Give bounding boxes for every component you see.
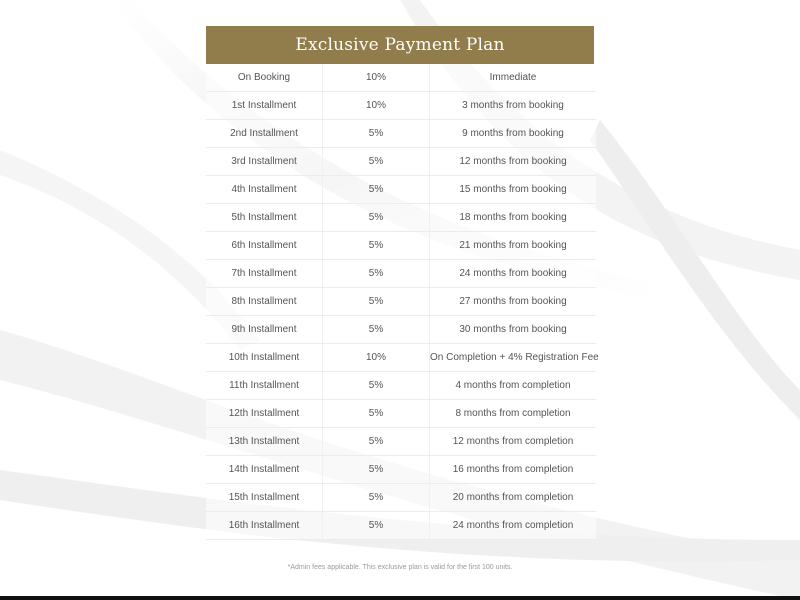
- installment-schedule: 18 months from booking: [430, 204, 597, 232]
- installment-percent: 5%: [323, 148, 430, 176]
- installment-percent: 10%: [323, 344, 430, 372]
- table-row: [206, 92, 596, 120]
- installment-percent: 5%: [323, 400, 430, 428]
- table-row: [206, 64, 596, 92]
- footnote: *Admin fees applicable. This exclusive plan is valid for the first 100 units.: [287, 564, 513, 571]
- installment-schedule: 16 months from completion: [430, 456, 597, 484]
- table-row: [206, 316, 596, 344]
- installment-stage: 12th Installment: [206, 400, 323, 428]
- installment-schedule: 30 months from booking: [430, 316, 597, 344]
- installment-stage: 1st Installment: [206, 92, 323, 120]
- table-row: [206, 484, 596, 512]
- installment-stage: 3rd Installment: [206, 148, 323, 176]
- installment-stage: 2nd Installment: [206, 120, 323, 148]
- installment-stage: 9th Installment: [206, 316, 323, 344]
- installment-schedule: 4 months from completion: [430, 372, 597, 400]
- installment-percent: 10%: [323, 64, 430, 92]
- installment-percent: 5%: [323, 428, 430, 456]
- installment-stage: 15th Installment: [206, 484, 323, 512]
- installment-percent: 5%: [323, 316, 430, 344]
- table-row: [206, 120, 596, 148]
- installment-percent: 5%: [323, 288, 430, 316]
- bottom-bar: [0, 596, 800, 600]
- installment-stage: 5th Installment: [206, 204, 323, 232]
- table-row: [206, 148, 596, 176]
- installment-percent: 5%: [323, 120, 430, 148]
- table-row: [206, 288, 596, 316]
- installment-stage: 10th Installment: [206, 344, 323, 372]
- installment-stage: 16th Installment: [206, 512, 323, 540]
- installment-stage: 4th Installment: [206, 176, 323, 204]
- installment-schedule: Immediate: [430, 64, 597, 92]
- payment-plan-table: [206, 64, 599, 540]
- payment-plan-card: [206, 26, 599, 540]
- installment-percent: 5%: [323, 176, 430, 204]
- installment-percent: 5%: [323, 456, 430, 484]
- installment-schedule: 3 months from booking: [430, 92, 597, 120]
- table-row: [206, 176, 596, 204]
- installment-percent: 5%: [323, 372, 430, 400]
- table-row: [206, 512, 596, 540]
- installment-schedule: 24 months from booking: [430, 260, 597, 288]
- installment-percent: 5%: [323, 204, 430, 232]
- table-row: [206, 428, 596, 456]
- installment-percent: 10%: [323, 92, 430, 120]
- installment-schedule: 12 months from completion: [430, 428, 597, 456]
- table-row: [206, 344, 596, 372]
- installment-schedule: 12 months from booking: [430, 148, 597, 176]
- installment-percent: 5%: [323, 232, 430, 260]
- installment-stage: 8th Installment: [206, 288, 323, 316]
- installment-schedule: 8 months from completion: [430, 400, 597, 428]
- installment-stage: 11th Installment: [206, 372, 323, 400]
- plan-header: [206, 26, 594, 64]
- installment-schedule: 9 months from booking: [430, 120, 597, 148]
- table-row: [206, 400, 596, 428]
- installment-stage: 7th Installment: [206, 260, 323, 288]
- table-row: [206, 372, 596, 400]
- installment-stage: 13th Installment: [206, 428, 323, 456]
- installment-percent: 5%: [323, 512, 430, 540]
- installment-schedule: 20 months from completion: [430, 484, 597, 512]
- installment-schedule: 15 months from booking: [430, 176, 597, 204]
- installment-stage: On Booking: [206, 64, 323, 92]
- installment-percent: 5%: [323, 484, 430, 512]
- table-row: [206, 232, 596, 260]
- installment-schedule: On Completion + 4% Registration Fee: [430, 344, 597, 372]
- installment-schedule: 24 months from completion: [430, 512, 597, 540]
- installment-percent: 5%: [323, 260, 430, 288]
- installment-schedule: 27 months from booking: [430, 288, 597, 316]
- installment-stage: 14th Installment: [206, 456, 323, 484]
- installment-stage: 6th Installment: [206, 232, 323, 260]
- installment-schedule: 21 months from booking: [430, 232, 597, 260]
- table-row: [206, 456, 596, 484]
- table-row: [206, 260, 596, 288]
- plan-title: Exclusive Payment Plan: [295, 35, 505, 55]
- table-row: [206, 204, 596, 232]
